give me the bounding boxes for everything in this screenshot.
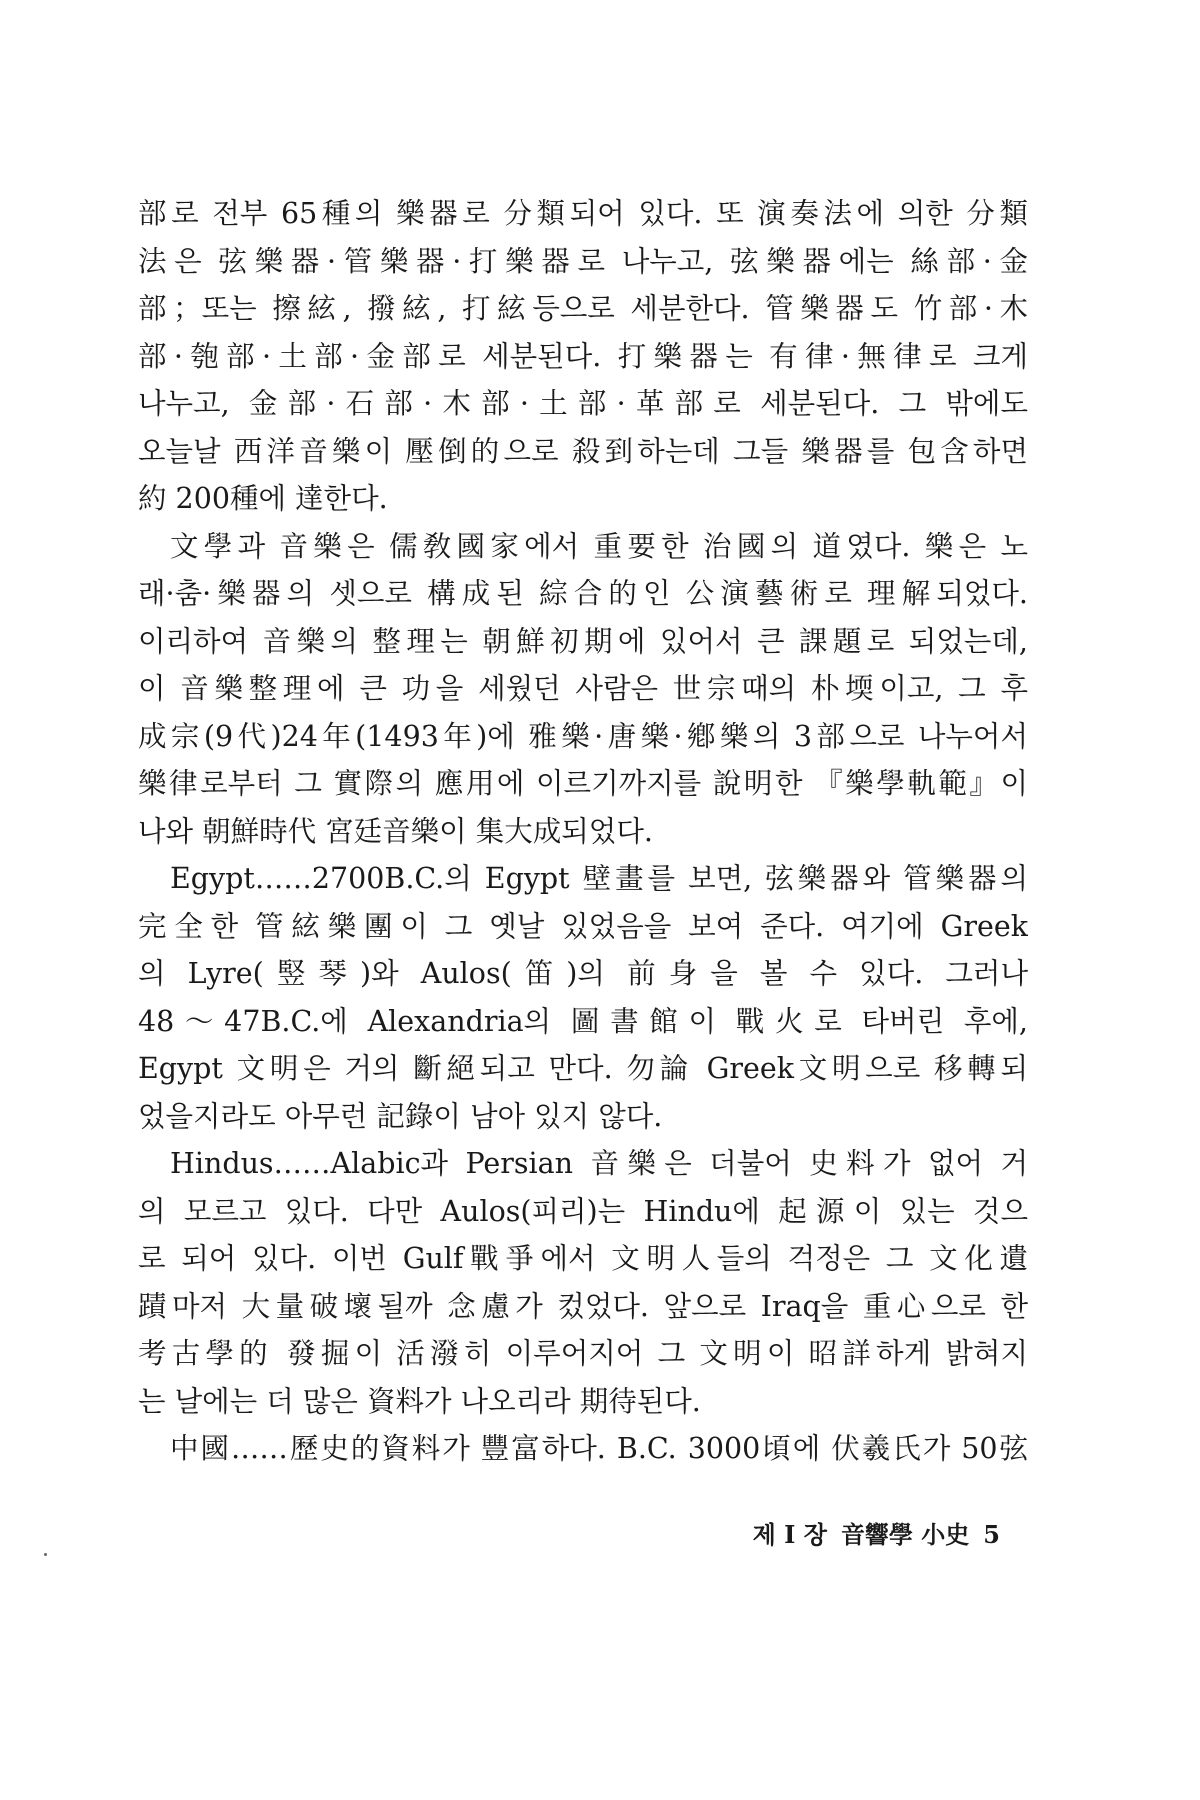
text-line: 었을지라도 아무런 記錄이 남아 있지 않다. bbox=[138, 1099, 663, 1133]
text-line: 成宗(9代)24年(1493年)에 雅樂·唐樂·鄕樂의 3部으로 나누어서 bbox=[138, 719, 1028, 753]
text-line: 部로 전부 65種의 樂器로 分類되어 있다. 또 演奏法에 의한 分類 bbox=[138, 197, 1028, 230]
text-line: 完全한 管絃樂團이 그 옛날 있었음을 보여 준다. 여기에 Greek bbox=[138, 909, 1028, 943]
text-line: 部；또는 擦絃, 撥絃, 打絃등으로 세분한다. 管樂器도 竹部·木 bbox=[138, 292, 1028, 325]
page-number: 5 bbox=[983, 1520, 1000, 1549]
text-line: 考古學的 發掘이 活潑히 이루어지어 그 文明이 昭詳하게 밝혀지 bbox=[138, 1337, 1028, 1370]
text-line: 法은 弦樂器·管樂器·打樂器로 나누고, 弦樂器에는 絲部·金 bbox=[138, 244, 1028, 278]
text-line: 이리하여 音樂의 整理는 朝鮮初期에 있어서 큰 課題로 되었는데, bbox=[138, 624, 1028, 658]
text-line: 蹟마저 大量破壞될까 念慮가 컸었다. 앞으로 Iraq을 重心으로 한 bbox=[138, 1289, 1028, 1323]
text-line: 는 날에는 더 많은 資料가 나오리라 期待된다. bbox=[138, 1384, 701, 1418]
text-line: Egypt……2700B.C.의 Egypt 壁畫를 보면, 弦樂器와 管樂器의 bbox=[170, 862, 1028, 895]
text-line: 中國……歷史的資料가 豐富하다. B.C. 3000頃에 伏羲氏가 50弦 bbox=[170, 1432, 1028, 1465]
text-line: 이 音樂整理에 큰 功을 세웠던 사람은 世宗때의 朴堧이고, 그 후 bbox=[138, 672, 1028, 705]
footer-title: 音響學 小史 bbox=[840, 1520, 970, 1549]
text-line: 래·춤·樂器의 셋으로 構成된 綜合的인 公演藝術로 理解되었다. bbox=[138, 577, 1028, 610]
text-line: 48～47B.C.에 Alexandria의 圖書館이 戰火로 타버린 후에, bbox=[138, 1004, 1028, 1038]
text-line: Egypt 文明은 거의 斷絕되고 만다. 勿論 Greek文明으로 移轉되 bbox=[138, 1052, 1028, 1085]
text-line: Hindus……Alabic과 Persian 音樂은 더불어 史料가 없어 거 bbox=[170, 1147, 1028, 1180]
body-text bbox=[138, 190, 1028, 1473]
running-footer bbox=[739, 1520, 1000, 1550]
text-line: 樂律로부터 그 實際의 應用에 이르기까지를 說明한 『樂學軌範』이 bbox=[138, 767, 1028, 800]
text-line: 오늘날 西洋音樂이 壓倒的으로 殺到하는데 그들 樂器를 包含하면 bbox=[138, 434, 1028, 468]
text-line: 의 모르고 있다. 다만 Aulos(피리)는 Hindu에 起源이 있는 것으 bbox=[138, 1194, 1028, 1228]
text-line: 나와 朝鮮時代 宮廷音樂이 集大成되었다. bbox=[138, 814, 653, 848]
footer-chapter: 제 I 장 bbox=[752, 1520, 827, 1549]
text-line: 로 되어 있다. 이번 Gulf戰爭에서 文明人들의 걱정은 그 文化遺 bbox=[138, 1242, 1028, 1275]
text-line: 의 Lyre(竪琴)와 Aulos(笛)의 前身을 볼 수 있다. 그러나 bbox=[138, 957, 1028, 990]
text-line: 나누고, 金部·石部·木部·土部·革部로 세분된다. 그 밖에도 bbox=[138, 387, 1028, 420]
text-line: 文學과 音樂은 儒敎國家에서 重要한 治國의 道였다. 樂은 노 bbox=[170, 529, 1028, 563]
text-line: 部·匏部·土部·金部로 세분된다. 打樂器는 有律·無律로 크게 bbox=[138, 339, 1028, 373]
text-line: 約 200種에 達한다. bbox=[138, 482, 388, 515]
scan-speck bbox=[44, 1553, 47, 1556]
